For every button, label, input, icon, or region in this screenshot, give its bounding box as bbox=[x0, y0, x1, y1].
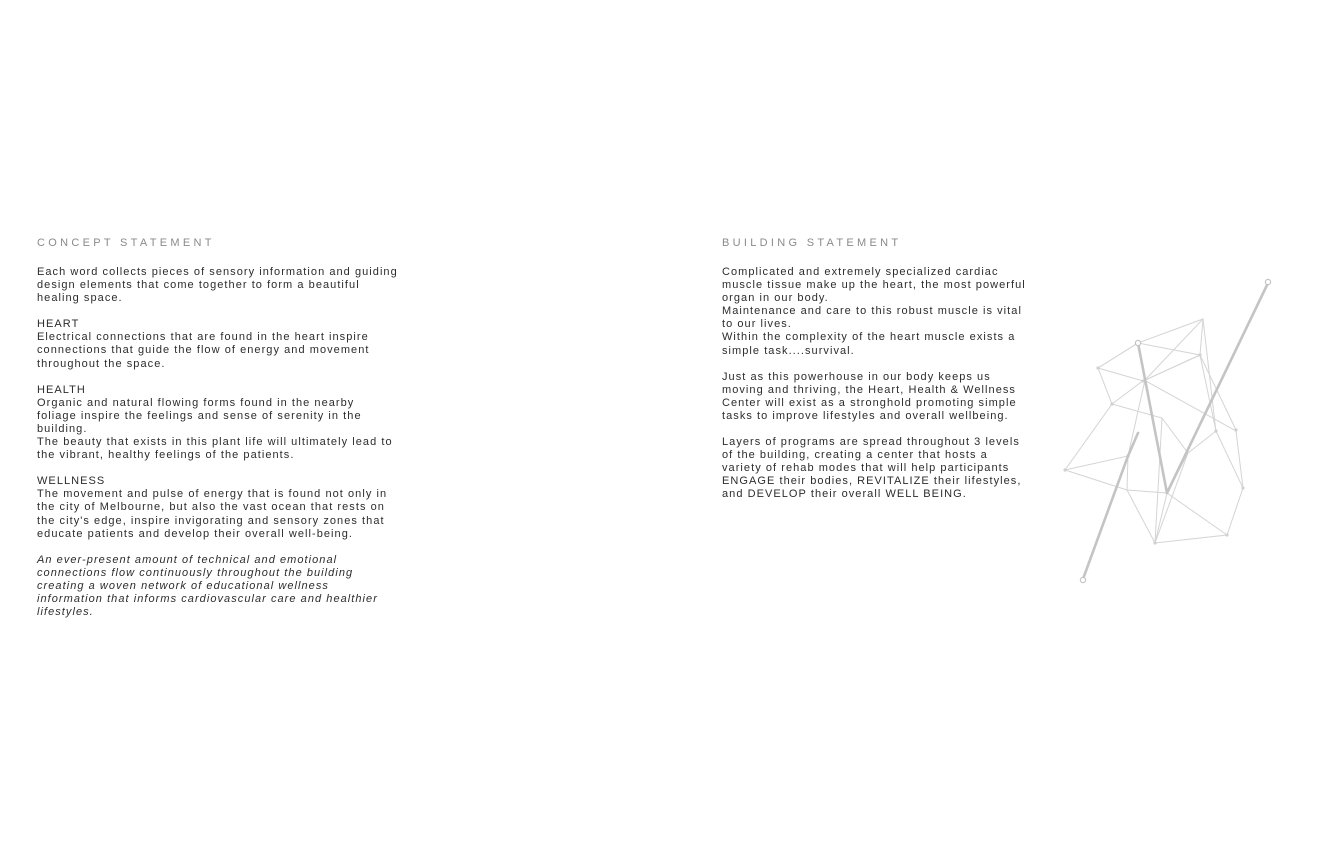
text-line: Complicated and extremely specialized cardiac bbox=[722, 266, 999, 278]
building-programs-paragraph bbox=[722, 436, 1067, 501]
heart-network-icon bbox=[1055, 270, 1285, 590]
text-line: Organic and natural flowing forms found in the nearby bbox=[37, 396, 355, 409]
text-line: Center will exist as a stronghold promoting simple bbox=[722, 396, 1017, 409]
building-statement-heading: BUILDING STATEMENT bbox=[722, 237, 902, 249]
text-line: foliage inspire the feelings and sense of serenity in the bbox=[37, 409, 362, 422]
concept-statement-heading: CONCEPT STATEMENT bbox=[37, 237, 215, 249]
concept-intro-paragraph bbox=[37, 266, 457, 305]
text-line: connections flow continuously throughout the building bbox=[37, 566, 354, 579]
text-line: An ever-present amount of technical and emotional bbox=[37, 553, 338, 566]
text-line: Within the complexity of the heart muscle exists a bbox=[722, 331, 1016, 344]
pulse-endpoints bbox=[1080, 279, 1270, 582]
text-line: the vibrant, healthy feelings of the patients. bbox=[37, 449, 295, 462]
text-line: Electrical connections that are found in the heart inspire bbox=[37, 331, 369, 344]
pulse-lines bbox=[1083, 283, 1268, 579]
text-line: design elements that come together to form a beautiful bbox=[37, 279, 360, 292]
text-line: tasks to improve lifestyles and overall wellbeing. bbox=[722, 409, 1009, 422]
text-line: organ in our body. bbox=[722, 292, 829, 305]
text-line: connections that guide the flow of energy and movement bbox=[37, 344, 370, 357]
text-line: the city of Melbourne, but also the vast ocean that rests on bbox=[37, 501, 385, 514]
text-line: healing space. bbox=[37, 292, 123, 305]
text-line: Maintenance and care to this robust muscle is vital bbox=[722, 305, 1022, 318]
text-line: Just as this powerhouse in our body keeps us bbox=[722, 370, 991, 383]
text-line: simple task....survival. bbox=[722, 344, 855, 357]
text-line: the city's edge, inspire invigorating and sensory zones that bbox=[37, 514, 385, 527]
network-nodes bbox=[1063, 341, 1244, 544]
text-line: lifestyles. bbox=[37, 606, 94, 619]
text-line: Layers of programs are spread throughout 3 levels bbox=[722, 436, 1020, 449]
concept-health-paragraph bbox=[37, 384, 457, 463]
text-line: muscle tissue make up the heart, the most powerful bbox=[722, 279, 1026, 292]
building-powerhouse-paragraph bbox=[722, 371, 1067, 423]
building-statement-section bbox=[722, 237, 1067, 515]
text-line: and DEVELOP their overall WELL BEING. bbox=[722, 488, 967, 501]
text-line: variety of rehab modes that will help participants bbox=[722, 462, 1010, 475]
text-line: throughout the space. bbox=[37, 357, 166, 370]
concept-statement-section bbox=[37, 237, 457, 632]
heart-subheading: HEART bbox=[37, 318, 80, 331]
text-line: creating a woven network of educational wellness bbox=[37, 579, 329, 592]
text-line: of the building, creating a center that hosts a bbox=[722, 449, 988, 462]
concept-wellness-paragraph bbox=[37, 475, 457, 540]
text-line: information that informs cardiovascular care and healthier bbox=[37, 592, 378, 605]
text-line: The movement and pulse of energy that is found not only in bbox=[37, 488, 388, 501]
concept-heart-paragraph bbox=[37, 318, 457, 370]
text-line: building. bbox=[37, 422, 88, 435]
concept-summary-paragraph bbox=[37, 554, 457, 619]
text-line: moving and thriving, the Heart, Health & Wellness bbox=[722, 383, 1016, 396]
text-line: Each word collects pieces of sensory information and guiding bbox=[37, 266, 398, 278]
text-line: The beauty that exists in this plant life will ultimately lead to bbox=[37, 436, 393, 449]
text-line: ENGAGE their bodies, REVITALIZE their lifestyles, bbox=[722, 475, 1022, 488]
text-line: to our lives. bbox=[722, 318, 792, 331]
wellness-subheading: WELLNESS bbox=[37, 475, 106, 488]
building-intro-paragraph bbox=[722, 266, 1067, 358]
text-line: educate patients and develop their overall well-being. bbox=[37, 527, 353, 540]
health-subheading: HEALTH bbox=[37, 383, 86, 396]
